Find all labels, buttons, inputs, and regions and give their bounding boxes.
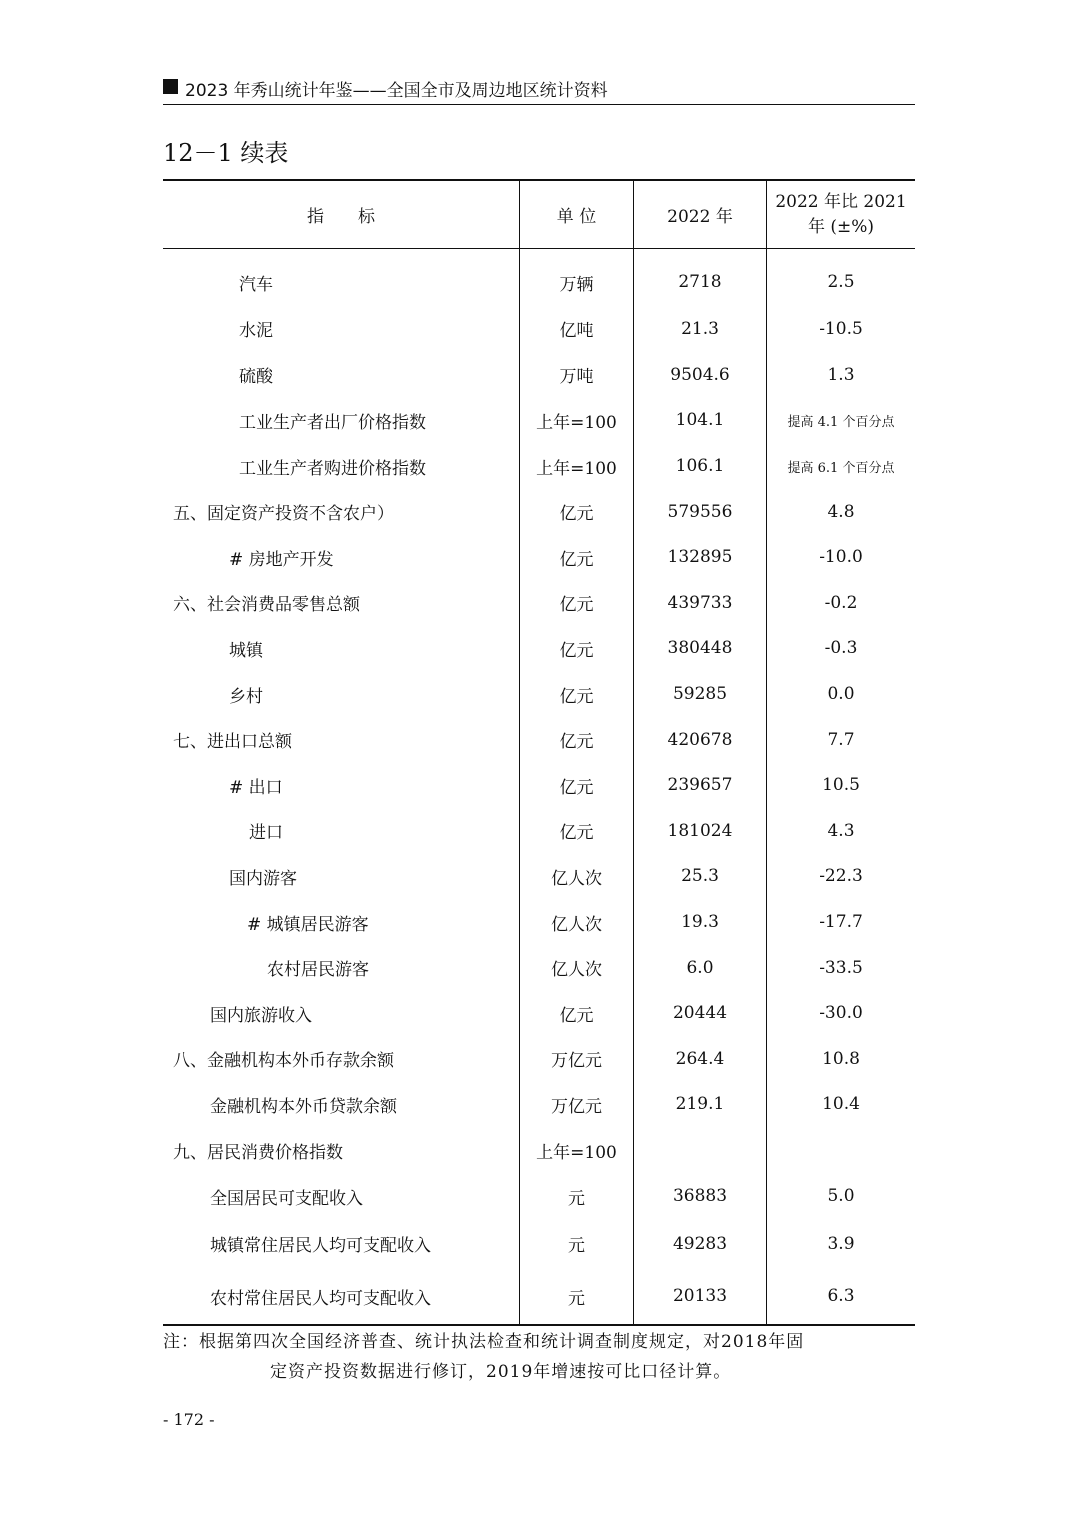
page-number: - 172 - bbox=[163, 1410, 215, 1429]
indicator-cell: 金融机构本外币贷款余额 bbox=[210, 1096, 397, 1117]
value-cell: 20133 bbox=[633, 1268, 766, 1324]
table-row bbox=[163, 625, 915, 671]
table-row bbox=[163, 534, 915, 580]
change-cell bbox=[766, 1127, 915, 1173]
indicator-cell: 全国居民可支配收入 bbox=[210, 1188, 363, 1209]
header-unit: 单 位 bbox=[519, 181, 633, 248]
value-cell: 420678 bbox=[633, 717, 766, 762]
table-header-row bbox=[163, 181, 915, 249]
indicator-cell: 城镇常住居民人均可支配收入 bbox=[210, 1236, 431, 1256]
footnote-line-1: 注：根据第四次全国经济普查、统计执法检查和统计调查制度规定，对2018年固 bbox=[163, 1332, 805, 1352]
table-row bbox=[163, 762, 915, 808]
table-row bbox=[163, 443, 915, 489]
indicator-cell: 国内旅游收入 bbox=[210, 1005, 312, 1026]
value-cell: 21.3 bbox=[633, 305, 766, 352]
indicator-cell: # 房地产开发 bbox=[229, 549, 334, 570]
header-change: 2022 年比 2021 年 (±%) bbox=[766, 181, 915, 248]
change-cell: -22.3 bbox=[766, 853, 915, 899]
unit-cell: 亿元 bbox=[519, 717, 633, 762]
value-cell: 439733 bbox=[633, 580, 766, 625]
value-cell: 36883 bbox=[633, 1173, 766, 1219]
value-cell: 104.1 bbox=[633, 397, 766, 443]
unit-cell: 上年=100 bbox=[519, 397, 633, 443]
unit-cell: 亿元 bbox=[519, 762, 633, 808]
indicator-cell: 六、社会消费品零售总额 bbox=[173, 595, 360, 615]
change-cell: 提高 6.1 个百分点 bbox=[766, 443, 915, 489]
table-row bbox=[163, 489, 915, 534]
header-indicator: 指 标 bbox=[307, 207, 375, 227]
value-cell: 2718 bbox=[633, 259, 766, 305]
change-cell: -30.0 bbox=[766, 990, 915, 1036]
indicator-cell: 汽车 bbox=[239, 274, 273, 295]
table-row bbox=[163, 945, 915, 990]
change-cell: 3.9 bbox=[766, 1219, 915, 1268]
unit-cell: 亿元 bbox=[519, 534, 633, 580]
value-cell: 19.3 bbox=[633, 899, 766, 945]
value-cell: 181024 bbox=[633, 808, 766, 853]
change-cell: 10.4 bbox=[766, 1081, 915, 1127]
table-row bbox=[163, 853, 915, 899]
unit-cell: 上年=100 bbox=[519, 443, 633, 489]
statistics-table bbox=[163, 179, 915, 1326]
unit-cell: 亿元 bbox=[519, 990, 633, 1036]
unit-cell: 亿人次 bbox=[519, 853, 633, 899]
footnote-line-2: 定资产投资数据进行修订，2019年增速按可比口径计算。 bbox=[270, 1362, 732, 1382]
unit-cell: 万辆 bbox=[519, 259, 633, 305]
indicator-cell: # 出口 bbox=[229, 777, 283, 798]
table-spacer bbox=[163, 249, 915, 259]
unit-cell: 亿元 bbox=[519, 580, 633, 625]
indicator-cell: 进口 bbox=[249, 823, 283, 843]
indicator-cell: 乡村 bbox=[229, 686, 263, 707]
value-cell: 106.1 bbox=[633, 443, 766, 489]
indicator-cell: 农村居民游客 bbox=[267, 960, 369, 980]
change-cell: 1.3 bbox=[766, 352, 915, 397]
indicator-cell: 城镇 bbox=[229, 640, 263, 661]
value-cell: 49283 bbox=[633, 1219, 766, 1268]
indicator-cell: 水泥 bbox=[239, 321, 273, 341]
table-row bbox=[163, 397, 915, 443]
indicator-cell: # 城镇居民游客 bbox=[247, 914, 369, 935]
unit-cell: 万亿元 bbox=[519, 1036, 633, 1081]
unit-cell: 亿元 bbox=[519, 489, 633, 534]
table-title: 12－1 续表 bbox=[163, 139, 289, 167]
value-cell: 20444 bbox=[633, 990, 766, 1036]
value-cell bbox=[633, 1127, 766, 1173]
unit-cell: 亿元 bbox=[519, 808, 633, 853]
value-cell: 9504.6 bbox=[633, 352, 766, 397]
black-square-icon bbox=[163, 79, 178, 94]
value-cell: 6.0 bbox=[633, 945, 766, 990]
unit-cell: 亿元 bbox=[519, 671, 633, 717]
table-row bbox=[163, 352, 915, 397]
table-row bbox=[163, 1219, 915, 1268]
table-row bbox=[163, 1081, 915, 1127]
indicator-cell: 九、居民消费价格指数 bbox=[173, 1142, 343, 1163]
table-row bbox=[163, 1127, 915, 1173]
value-cell: 132895 bbox=[633, 534, 766, 580]
indicator-cell: 五、固定资产投资不含农户） bbox=[173, 504, 394, 524]
footnote bbox=[163, 1327, 915, 1387]
header-year: 2022 年 bbox=[633, 181, 766, 248]
value-cell: 380448 bbox=[633, 625, 766, 671]
table-row bbox=[163, 259, 915, 305]
indicator-cell: 国内游客 bbox=[229, 868, 297, 889]
value-cell: 264.4 bbox=[633, 1036, 766, 1081]
change-cell: 提高 4.1 个百分点 bbox=[766, 397, 915, 443]
table-body bbox=[163, 259, 915, 1324]
indicator-cell: 工业生产者出厂价格指数 bbox=[239, 412, 426, 433]
unit-cell: 万吨 bbox=[519, 352, 633, 397]
change-cell: -17.7 bbox=[766, 899, 915, 945]
value-cell: 219.1 bbox=[633, 1081, 766, 1127]
value-cell: 239657 bbox=[633, 762, 766, 808]
unit-cell: 亿人次 bbox=[519, 945, 633, 990]
indicator-cell: 工业生产者购进价格指数 bbox=[239, 458, 426, 479]
table-row bbox=[163, 305, 915, 352]
change-cell: 7.7 bbox=[766, 717, 915, 762]
unit-cell: 亿元 bbox=[519, 625, 633, 671]
table-row bbox=[163, 580, 915, 625]
change-cell: 6.3 bbox=[766, 1268, 915, 1324]
change-cell: 10.8 bbox=[766, 1036, 915, 1081]
indicator-cell: 农村常住居民人均可支配收入 bbox=[210, 1288, 431, 1309]
table-row bbox=[163, 808, 915, 853]
change-cell: 5.0 bbox=[766, 1173, 915, 1219]
value-cell: 579556 bbox=[633, 489, 766, 534]
table-row bbox=[163, 990, 915, 1036]
table-row bbox=[163, 671, 915, 717]
unit-cell: 亿吨 bbox=[519, 305, 633, 352]
change-cell: 4.3 bbox=[766, 808, 915, 853]
change-cell: -0.3 bbox=[766, 625, 915, 671]
unit-cell: 亿人次 bbox=[519, 899, 633, 945]
value-cell: 59285 bbox=[633, 671, 766, 717]
unit-cell: 上年=100 bbox=[519, 1127, 633, 1173]
table-row bbox=[163, 1036, 915, 1081]
change-cell: 2.5 bbox=[766, 259, 915, 305]
change-cell: -10.0 bbox=[766, 534, 915, 580]
running-header bbox=[163, 76, 915, 105]
change-cell: 4.8 bbox=[766, 489, 915, 534]
unit-cell: 元 bbox=[519, 1219, 633, 1268]
header-text: 2023 年秀山统计年鉴——全国全市及周边地区统计资料 bbox=[185, 81, 608, 101]
unit-cell: 元 bbox=[519, 1268, 633, 1324]
change-cell: -0.2 bbox=[766, 580, 915, 625]
change-cell: -10.5 bbox=[766, 305, 915, 352]
table-row bbox=[163, 717, 915, 762]
change-cell: -33.5 bbox=[766, 945, 915, 990]
unit-cell: 元 bbox=[519, 1173, 633, 1219]
change-cell: 10.5 bbox=[766, 762, 915, 808]
indicator-cell: 硫酸 bbox=[239, 367, 273, 387]
change-cell: 0.0 bbox=[766, 671, 915, 717]
indicator-cell: 八、金融机构本外币存款余额 bbox=[173, 1051, 394, 1071]
indicator-cell: 七、进出口总额 bbox=[173, 732, 292, 752]
unit-cell: 万亿元 bbox=[519, 1081, 633, 1127]
table-row bbox=[163, 1268, 915, 1324]
table-row bbox=[163, 899, 915, 945]
table-row bbox=[163, 1173, 915, 1219]
value-cell: 25.3 bbox=[633, 853, 766, 899]
